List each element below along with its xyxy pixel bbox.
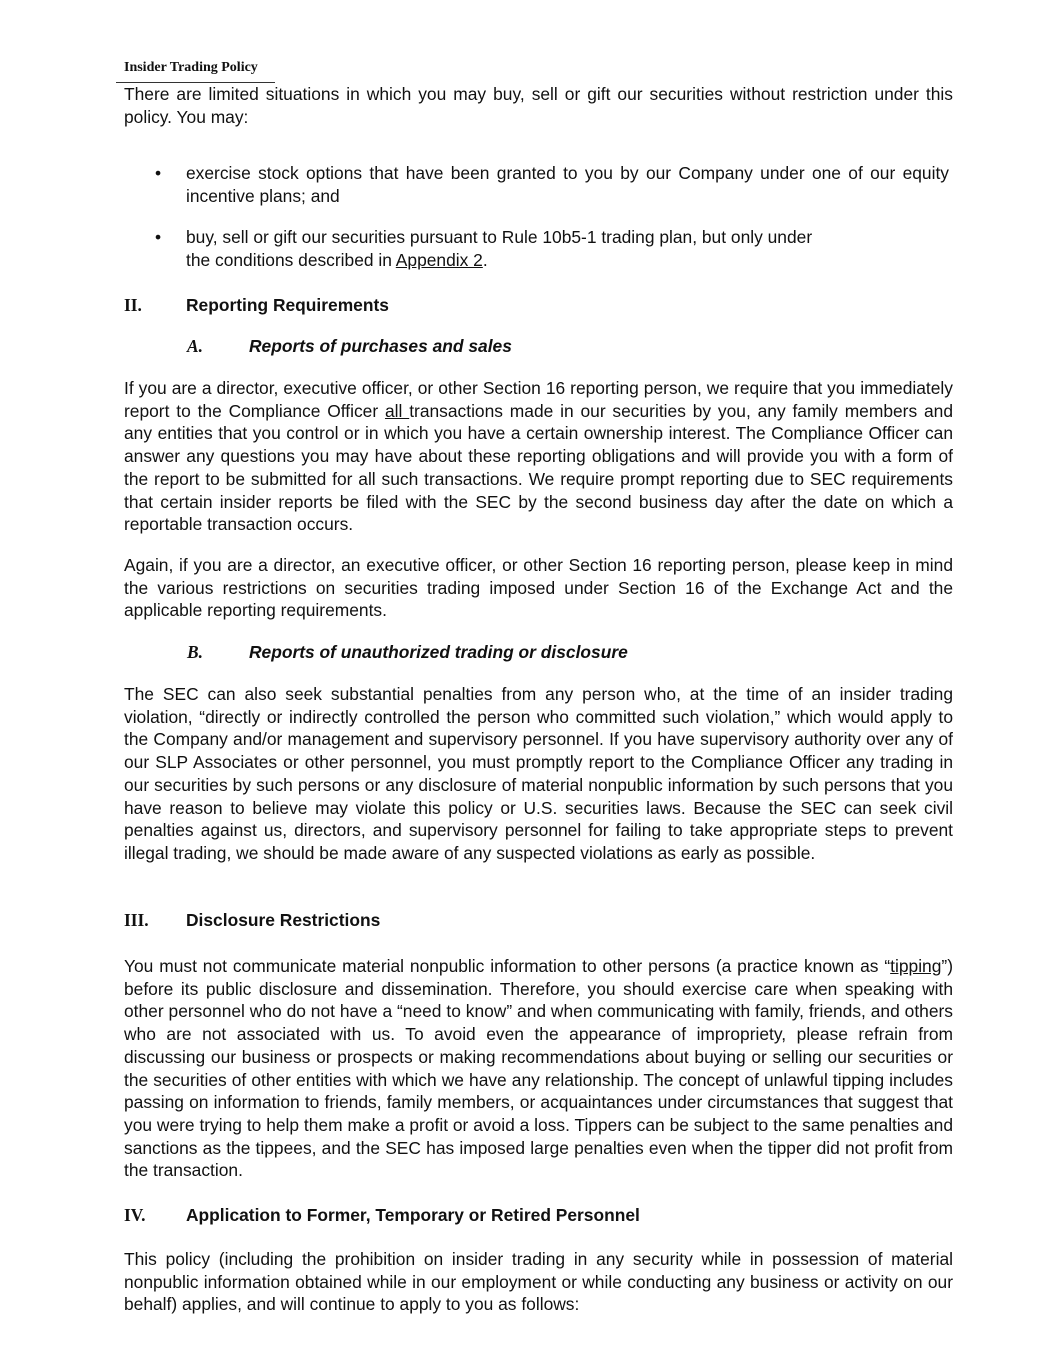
- appendix-2-link[interactable]: Appendix 2: [395, 249, 483, 270]
- reports-paragraph-2: Again, if you are a director, an executive officer, or other Section 16 reporting person, please keep in mind the various restrictions on securities trading imposed under Section 16 of the Exchange Act and the applicable reporting requirements.: [124, 555, 953, 621]
- application-paragraph: This policy (including the prohibition on insider trading in any security while in possession of material nonpublic information obtained while in our employment or while conducting any business or activity on our behalf) applies, and will continue to apply to you as follows:: [124, 1249, 953, 1315]
- bullet-2-line-1: buy, sell or gift our securities pursuant to Rule 10b5-1 trading plan, but only under: [186, 227, 813, 247]
- subsection-b-letter: B.: [187, 642, 203, 662]
- disclosure-paragraph: [124, 955, 953, 1182]
- underlined-tipping: tipping: [890, 956, 942, 976]
- bullet-item-2: [186, 226, 949, 271]
- subsection-a-heading: Reports of purchases and sales: [249, 336, 512, 356]
- running-header: Insider Trading Policy: [124, 60, 258, 75]
- unauthorized-trading-paragraph: The SEC can also seek substantial penalties from any person who, at the time of an insider trading violation, “directly or indirectly controlled the person who committed such violation,” which would apply to the Company and/or management and supervisory personnel. If you have supervisory authority over any of our SLP Associates or other personnel, you must promptly report to the Compliance Officer any trading in our securities by such persons or any disclosure of material nonpublic information by such persons that you have reason to believe may violate this policy or U.S. securities laws. Because the SEC can seek civil penalties against us, directors, and supervisory personnel for failing to take appropriate steps to prevent illegal trading, we should be made aware of any suspected violations as early as possible.: [124, 684, 953, 863]
- subsection-b-heading: Reports of unauthorized trading or disclosure: [249, 642, 628, 662]
- text: ”) before its public disclosure and dissemination. Therefore, you should exercise care when speaking with other personnel who do not have a “need to know” and when communicating with family, friends, and others who are not associated with us. To avoid even the appearance of impropriety, please refrain from discussing our business or prospects or making recommendations about buying or selling our securities or the securities of other entities with which we have any relationship. The concept of unlawful tipping includes passing on information to friends, family members, or acquaintances under circumstances that suggest that you were trying to help them make a profit or avoid a loss. Tippers can be subject to the same penalties and sanctions as the tippees, and the SEC has imposed large penalties even when the tipper did not profit from the transaction.: [124, 956, 953, 1181]
- subsection-a-letter: A.: [187, 336, 203, 356]
- text: You must not communicate material nonpublic information to other persons (a practice known as “: [124, 956, 891, 976]
- section-3-number: III.: [124, 910, 149, 930]
- underlined-all: all: [384, 400, 410, 421]
- text: If you are a director, executive officer, or other Section 16 reporting person, we require that you immediately report to the Compliance Officer: [124, 378, 953, 421]
- section-3-heading: Disclosure Restrictions: [186, 910, 381, 930]
- bullet-item-1: exercise stock options that have been granted to you by our Company under one of our equity incentive plans; and: [186, 163, 949, 206]
- section-4-number: IV.: [124, 1205, 146, 1225]
- section-2-number: II.: [124, 295, 142, 315]
- text: transactions made in our securities by you, any family members and any entities that you control or in which you have a certain ownership interest. The Compliance Officer can answer any questions you may have about these reporting obligations and will provide you with a form of the report to be submitted for all such transactions. We require prompt reporting due to SEC requirements that certain insider reports be filed with the SEC by the second business day after the date on which a reportable transaction occurs.: [124, 400, 954, 535]
- bullet-icon: •: [155, 227, 162, 247]
- bullet-2-line-2: [186, 249, 949, 272]
- bullet-icon: •: [155, 163, 162, 183]
- bullet-2-text: the conditions described in: [186, 249, 396, 270]
- intro-paragraph: There are limited situations in which you may buy, sell or gift our securities without restriction under this policy. You may:: [124, 84, 953, 127]
- section-2-heading: Reporting Requirements: [186, 295, 389, 315]
- section-4-heading: Application to Former, Temporary or Retired Personnel: [186, 1205, 640, 1225]
- reports-paragraph-1: [124, 377, 953, 536]
- bullet-2-end: .: [482, 249, 488, 270]
